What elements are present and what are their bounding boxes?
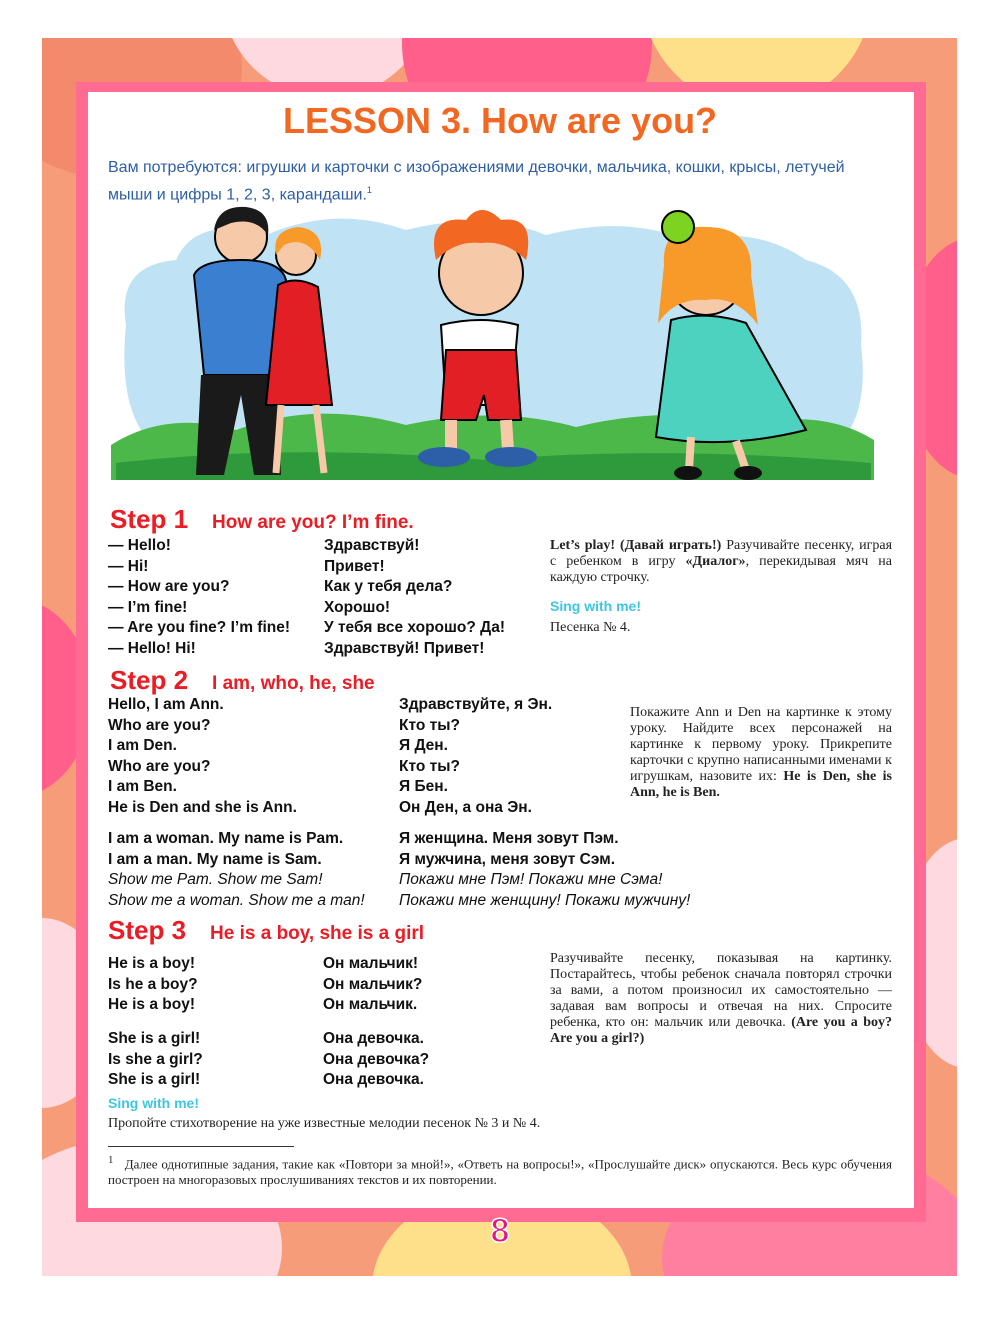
dialog-line: Is he a boy? <box>108 975 198 993</box>
lesson-title: LESSON 3. How are you? <box>282 100 718 141</box>
translation-line: У тебя все хорошо? Да! <box>324 619 505 637</box>
step3-subtitle: He is a boy, she is a girl <box>210 923 425 944</box>
dialog-line: — Hi! <box>108 557 149 575</box>
dialog-line: Is she a girl? <box>108 1050 203 1068</box>
dialog-line: She is a girl! <box>108 1071 201 1089</box>
translation-line: Здравствуй! Привет! <box>324 639 485 657</box>
translation-line: Кто ты? <box>399 757 460 775</box>
step1-note: Let’s play! (Давай играть!) Разучивайте песенку, играя с ребенком в игру «Диалог», перекидывая мяч на каждую строчку. <box>550 538 893 585</box>
step3-heading <box>108 915 424 946</box>
dialog-line: He is a boy! <box>108 955 195 972</box>
step3-english <box>108 954 198 1016</box>
step3-russian <box>323 954 422 1016</box>
dialog-line: I am Den. <box>108 737 177 755</box>
intro-text: Вам потребуются: игрушки и карточки с изображениями девочки, мальчика, кошки, крысы, летучей мыши и цифры 1, 2, 3, карандаши.$^1$ <box>108 159 845 204</box>
translation-line: Здравствуй! <box>324 537 420 554</box>
step3-note: Разучивайте песенку, показывая на картинку. Постарайтесь, чтобы ребенок сначала повторял строчки за вами, а потом произносил их самостоятельно — задавая вам вопросы и отвечая на них. Спросите ребенка, кто он: мальчик или девочка. (Are you a boy? Are you a girl?) <box>550 951 892 1046</box>
dialog-line: Who are you? <box>108 716 211 734</box>
step2-number: Step 2 <box>110 665 189 695</box>
dialog-line: — Hello! <box>108 537 171 554</box>
footnote-divider <box>108 1146 294 1147</box>
footnote-mark: 1 <box>366 185 372 195</box>
dialog-line: Hello, I am Ann. <box>108 696 224 713</box>
translation-line: Он мальчик! <box>323 955 419 972</box>
dialog-line: He is Den and she is Ann. <box>108 798 297 816</box>
dialog-line: I am a man. My name is Sam. <box>108 850 322 868</box>
step2-russian-extra <box>399 829 690 911</box>
dialog-line: I am a woman. My name is Pam. <box>108 830 344 847</box>
translation-line: Привет! <box>324 557 385 575</box>
translation-line: Я женщина. Меня зовут Пэм. <box>399 830 619 847</box>
page-number: 8 <box>490 1212 510 1250</box>
step3-english-extra <box>108 1029 203 1091</box>
step1-subtitle: How are you? I’m fine. <box>212 512 414 533</box>
footnote: $^1$ Далее однотипные задания, такие как «Повтори за мной!», «Ответь на вопросы!», «Прослушайте диск» опускаются. Весь курс обучения построен на многоразовых прослушиваниях текстов и их повторении. <box>108 1154 892 1188</box>
step2-heading <box>110 665 375 696</box>
translation-line: Она девочка. <box>323 1030 424 1047</box>
translation-line: Как у тебя дела? <box>324 578 453 596</box>
step2-russian <box>399 695 552 819</box>
translation-line: Я Бен. <box>399 778 448 796</box>
translation-line: Он мальчик. <box>323 996 418 1014</box>
translation-line: Кто ты? <box>399 716 460 734</box>
sing-with-me-label: Sing with me! <box>108 1095 199 1111</box>
step3-number: Step 3 <box>108 915 187 945</box>
dialog-line: Show me a woman. Show me a man! <box>108 891 365 909</box>
step1-heading <box>110 504 414 535</box>
translation-line: Хорошо! <box>324 598 391 616</box>
translation-line: Я мужчина, меня зовут Сэм. <box>399 850 616 868</box>
dialog-line: He is a boy! <box>108 996 195 1014</box>
dialog-line: — Hello! Hi! <box>108 639 196 657</box>
translation-line: Она девочка. <box>323 1071 424 1089</box>
translation-line: Здравствуйте, я Эн. <box>399 696 553 713</box>
dialog-line: — Are you fine? I’m fine! <box>108 619 290 637</box>
step1-number: Step 1 <box>110 504 189 534</box>
step2-subtitle: I am, who, he, she <box>212 673 375 694</box>
translation-line: Покажи мне Пэм! Покажи мне Сэма! <box>399 871 663 889</box>
step2-english <box>108 695 297 819</box>
translation-line: Покажи мне женщину! Покажи мужчину! <box>399 891 691 909</box>
step1-english <box>108 536 290 660</box>
dialog-line: She is a girl! <box>108 1030 201 1047</box>
translation-line: Она девочка? <box>323 1050 430 1068</box>
translation-line: Он Ден, а она Эн. <box>399 798 532 816</box>
step3-russian-extra <box>323 1029 429 1091</box>
dialog-line: Show me Pam. Show me Sam! <box>108 871 323 889</box>
step2-english-extra <box>108 829 365 911</box>
translation-line: Он мальчик? <box>323 975 423 993</box>
step2-note: Покажите Ann и Den на картинке к этому уроку. Найдите всех персонажей на картинке к первому уроку. Прикрепите карточки с крупно написанными именами к игрушкам, назовите их: He is Den, she is Ann, he is Ben. <box>630 705 893 800</box>
step1-russian <box>324 536 505 660</box>
poem-instruction: Пропойте стихотворение на уже известные мелодии песенок № 3 и № 4. <box>108 1116 541 1131</box>
dialog-line: — I’m fine! <box>108 598 188 616</box>
dialog-line: — How are you? <box>108 578 230 596</box>
dialog-line: Who are you? <box>108 757 211 775</box>
song-number: Песенка № 4. <box>550 620 631 635</box>
translation-line: Я Ден. <box>399 737 448 755</box>
dialog-line: I am Ben. <box>108 778 177 796</box>
sing-with-me-label: Sing with me! <box>550 598 641 614</box>
lesson-illustration <box>106 205 876 495</box>
